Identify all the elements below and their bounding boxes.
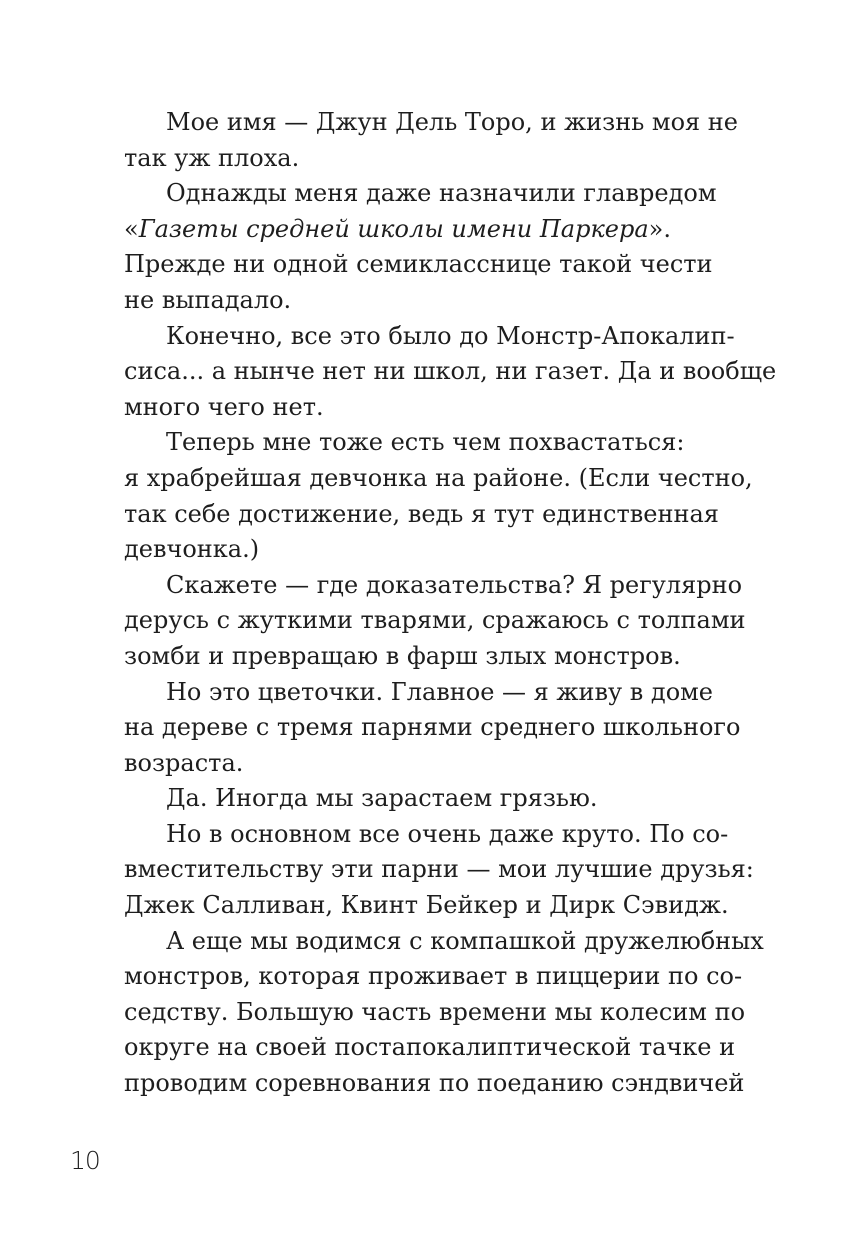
- text-line: [124, 212, 756, 248]
- text-line: Но это цветочки. Главное — я живу в доме: [166, 677, 714, 706]
- text-line: Но в основном все очень даже круто. По со-: [166, 819, 729, 848]
- text-line: Скажете — где доказательства? Я регулярно: [166, 570, 743, 599]
- text-line: сиса... а нынче нет ни школ, ни газет. Да и вообще: [124, 357, 777, 386]
- text-line: я храбрейшая девчонка на районе. (Если честно,: [124, 463, 753, 492]
- text-line: проводим соревнования по поеданию сэндвичей: [124, 1069, 745, 1098]
- text-line: много чего нет.: [124, 392, 324, 421]
- body-text: [124, 105, 777, 1102]
- text-line: на дереве с тремя парнями среднего школьного: [124, 713, 741, 742]
- text-line: вместительству эти парни — мои лучшие друзья:: [124, 855, 754, 884]
- text-line: Да. Иногда мы зарастаем грязью.: [166, 784, 598, 813]
- text-line: Теперь мне тоже есть чем похвастаться:: [166, 428, 685, 457]
- open-quote: «: [124, 214, 139, 243]
- text-line: Конечно, все это было до Монстр-Апокалип-: [166, 321, 735, 350]
- text-line: не выпадало.: [124, 285, 292, 314]
- text-line: седству. Большую часть времени мы колесим по: [124, 997, 746, 1026]
- text-line: монстров, которая проживает в пиццерии по со-: [124, 962, 743, 991]
- text-line: зомби и превращаю в фарш злых монстров.: [124, 641, 681, 670]
- text-line: Прежде ни одной семикласснице такой чести: [124, 250, 713, 279]
- text-line: округе на своей постапокалиптической тачке и: [124, 1033, 736, 1062]
- text-line: так себе достижение, ведь я тут единственная: [124, 499, 719, 528]
- close-quote: ».: [648, 214, 671, 243]
- text-line: девчонка.): [124, 535, 260, 564]
- text-line: Мое имя — Джун Дель Торо, и жизнь моя не: [166, 108, 739, 136]
- text-line: дерусь с жуткими тварями, сражаюсь с толпами: [124, 606, 746, 635]
- text-line: возраста.: [124, 748, 244, 777]
- text-line: А еще мы водимся с компашкой дружелюбных: [166, 926, 764, 955]
- newspaper-title: Газеты средней школы имени Паркера: [138, 214, 649, 243]
- text-line: так уж плоха.: [124, 143, 300, 172]
- text-line: Однажды меня даже назначили главредом: [166, 179, 717, 208]
- text-line: Джек Салливан, Квинт Бейкер и Дирк Сэвидж.: [124, 891, 729, 920]
- page-number: 10: [70, 1146, 100, 1175]
